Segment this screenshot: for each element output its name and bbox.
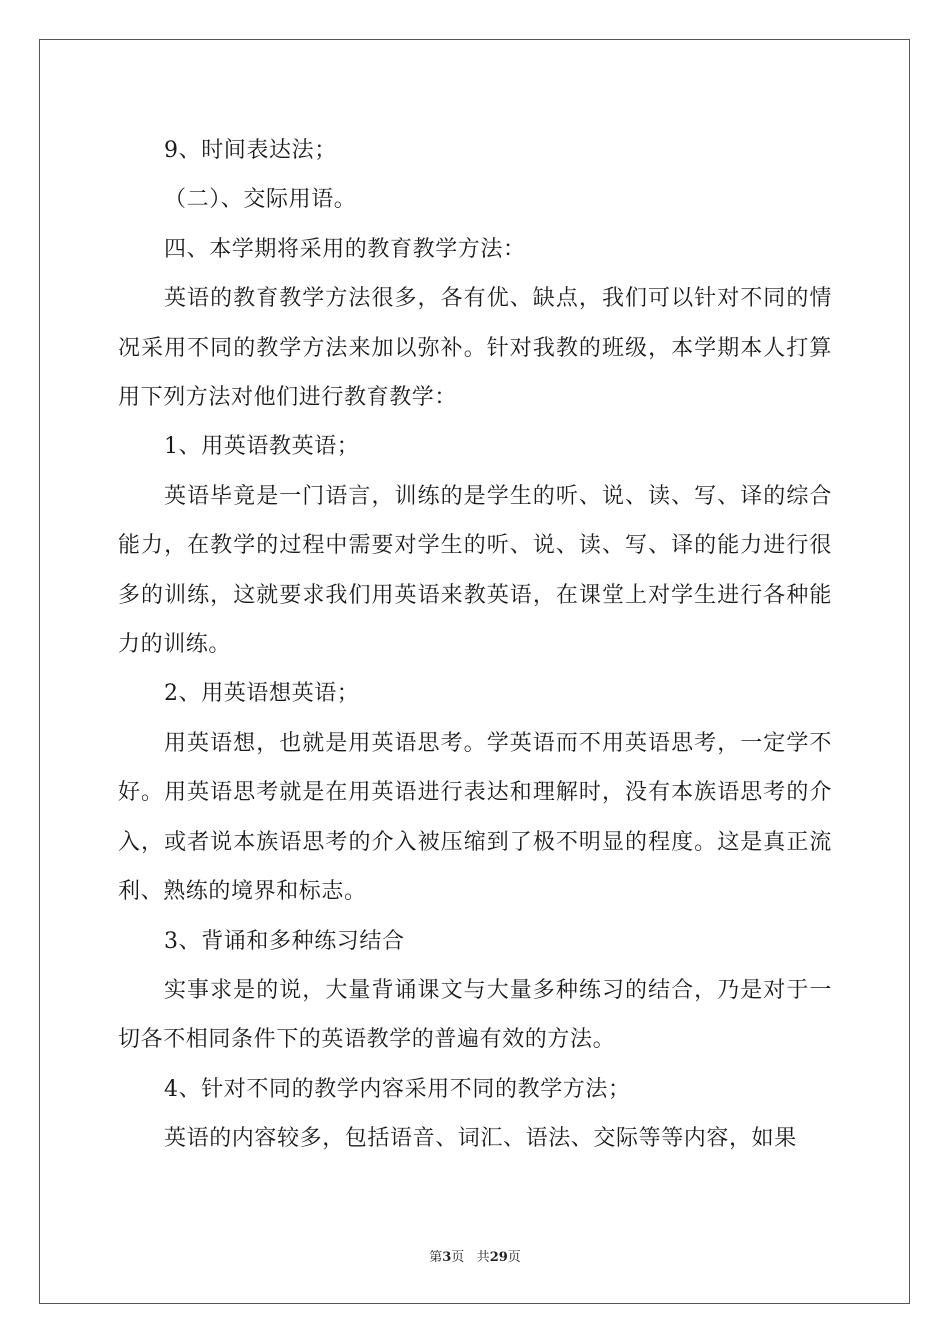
footer-total-prefix: 共 [476, 1250, 490, 1265]
paragraph-11: 4、针对不同的教学内容采用不同的教学方法； [164, 1076, 631, 1102]
footer-page-suffix: 页 [451, 1250, 465, 1265]
footer-total-pages: 29 [489, 1250, 508, 1265]
paragraph-7: 2、用英语想英语； [164, 681, 360, 707]
document-body [118, 126, 832, 1164]
page-footer [0, 1246, 950, 1265]
paragraph-9: 3、背诵和多种练习结合 [164, 928, 405, 954]
paragraph-2: （二）、交际用语。 [164, 187, 357, 213]
paragraph-8: 用英语想，也就是用英语思考。学英语而不用英语思考，一定学不好。用英语思考就是在用英语进行表达和理解时，没有本族语思考的介入，或者说本族语思考的介入被压缩到了极不明显的程度。这是真正流利、熟练的境界和标志。 [118, 730, 832, 905]
paragraph-10: 实事求是的说，大量背诵课文与大量多种练习的结合，乃是对于一切各不相同条件下的英语教学的普遍有效的方法。 [118, 977, 832, 1053]
paragraph-6: 英语毕竟是一门语言，训练的是学生的听、说、读、写、译的综合能力，在教学的过程中需要对学生的听、说、读、写、译的能力进行很多的训练，这就要求我们用英语来教英语，在课堂上对学生进行各种能力的训练。 [118, 483, 832, 658]
paragraph-4: 英语的教育教学方法很多，各有优、缺点，我们可以针对不同的情况采用不同的教学方法来加以弥补。针对我教的班级，本学期本人打算用下列方法对他们进行教育教学： [118, 286, 832, 411]
footer-page-prefix: 第 [429, 1250, 443, 1265]
paragraph-5: 1、用英语教英语； [164, 434, 360, 460]
footer-total-suffix: 页 [507, 1250, 521, 1265]
paragraph-3: 四、本学期将采用的教育教学方法： [164, 236, 526, 262]
footer-page-number: 3 [442, 1250, 452, 1265]
paragraph-1: 9、时间表达法； [164, 138, 337, 163]
paragraph-12: 英语的内容较多，包括语音、词汇、语法、交际等等内容，如果 [164, 1126, 797, 1152]
